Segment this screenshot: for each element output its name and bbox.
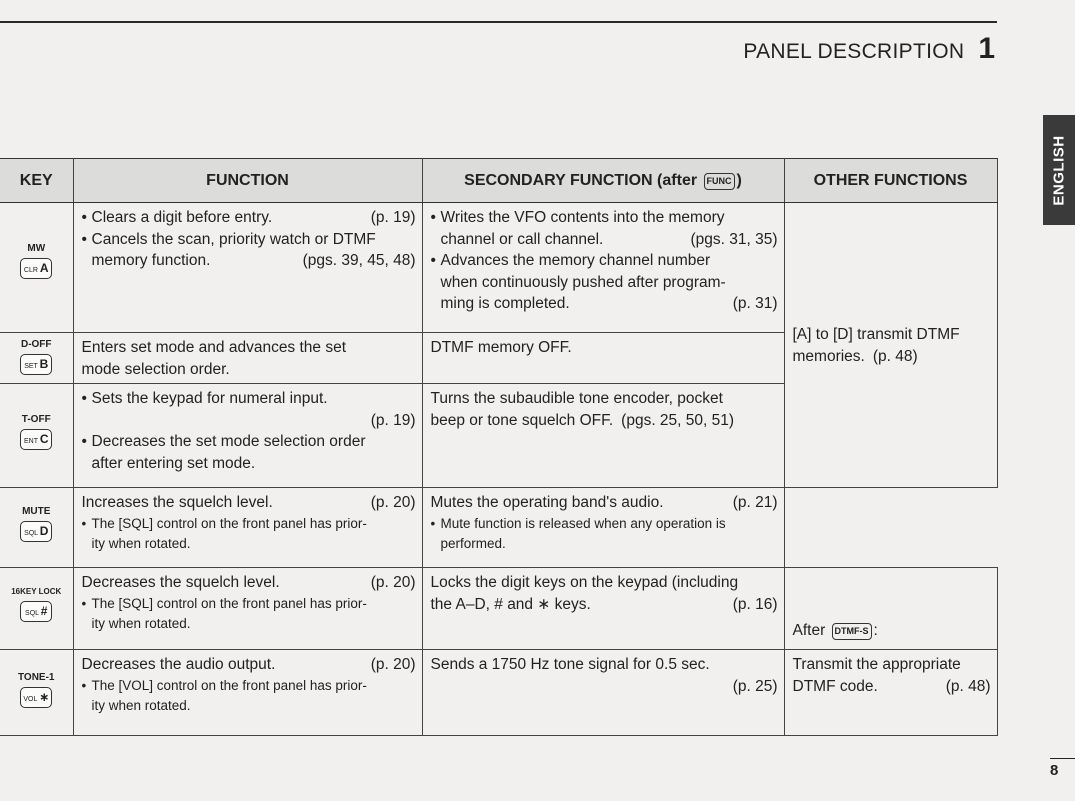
key-label: 16KEY LOCK (11, 587, 62, 596)
note-text: Mute function is released when any operation is (440, 515, 726, 531)
page-ref: (p. 16) (732, 595, 778, 613)
secondary-text: DTMF memory OFF. (430, 339, 572, 356)
key-cell (0, 568, 73, 650)
dtmf-s-key-icon: DTMF-S (832, 623, 872, 640)
other-text: memories. (792, 347, 865, 365)
function-cell: Increases the squelch level. (p. 20) • The [SQL] control on the front panel has prior- ity when rotated. (73, 488, 422, 568)
function-text: Decreases the set mode selection order (91, 433, 366, 450)
secondary-text: beep or tone squelch OFF. (430, 411, 614, 429)
table-row (0, 488, 997, 568)
page-ref: (pgs. 25, 50, 51) (621, 411, 735, 429)
function-cell: Decreases the squelch level. (p. 20) • The [SQL] control on the front panel has prior- ity when rotated. (73, 568, 422, 650)
key-cell (0, 650, 73, 736)
note-text: ity when rotated. (91, 615, 191, 631)
func-key-icon: FUNC (704, 173, 735, 190)
key-char: A (39, 261, 49, 275)
key-b-icon (20, 354, 52, 375)
page-ref: (p. 19) (370, 209, 416, 226)
note-text: The [SQL] control on the front panel has prior- (91, 515, 367, 531)
page-title: PANEL DESCRIPTION (743, 40, 965, 63)
secondary-text: Writes the VFO contents into the memory (440, 209, 725, 226)
key-label: T-OFF (21, 414, 51, 425)
secondary-text: when continuously pushed after program- (440, 273, 726, 291)
key-cell (0, 384, 73, 488)
secondary-text: the A–D, # and ∗ keys. (430, 595, 591, 613)
key-label: TONE-1 (18, 672, 55, 683)
secondary-text: Sends a 1750 Hz tone signal for 0.5 sec. (430, 656, 710, 673)
key-cell (0, 488, 73, 568)
note-text: ity when rotated. (91, 697, 191, 713)
key-label: MUTE (22, 506, 51, 517)
key-cell (0, 203, 73, 333)
key-char: B (39, 357, 49, 371)
key-label: D-OFF (20, 339, 52, 350)
language-tab-label: ENGLISH (1050, 134, 1068, 206)
secondary-text: Mutes the operating band's audio. (430, 494, 664, 511)
other-functions-cell-2a (784, 568, 997, 650)
page-number: 8 (1050, 758, 1075, 779)
page-ref: (p. 25) (732, 677, 778, 695)
note-text: performed. (440, 535, 506, 551)
secondary-text: Turns the subaudible tone encoder, pocket (430, 390, 723, 407)
key-sub-label: CLR (23, 267, 38, 274)
other-functions-cell (784, 203, 997, 488)
function-cell: Decreases the audio output. (p. 20) • The [VOL] control on the front panel has prior- ity when rotated. (73, 650, 422, 736)
key-label: MW (27, 243, 46, 254)
table-header-row (0, 159, 997, 203)
page-ref: (p. 48) (872, 347, 918, 365)
function-text: Increases the squelch level. (81, 494, 273, 511)
secondary-cell (422, 333, 784, 384)
page-ref: (p. 20) (370, 574, 416, 591)
key-sub-label: SQL (25, 610, 39, 617)
header-function: FUNCTION (73, 159, 422, 203)
note-text: The [SQL] control on the front panel has prior- (91, 595, 367, 611)
header-secondary (422, 159, 784, 203)
function-cell: • Clears a digit before entry. (p. 19) • Cancels the scan, priority watch or DTMF memory function. (pgs. 39, 45, 48) (73, 203, 422, 333)
top-rule (0, 21, 997, 23)
chapter-number: 1 (978, 32, 995, 65)
secondary-cell (422, 568, 784, 650)
table-row (0, 650, 997, 736)
function-text: after entering set mode. (91, 454, 256, 472)
secondary-text: channel or call channel. (440, 230, 604, 248)
key-sub-label: VOL (23, 696, 38, 703)
note-text: The [VOL] control on the front panel has prior- (91, 677, 367, 693)
key-cell (0, 333, 73, 384)
page-header (743, 32, 995, 66)
page-ref: (p. 20) (370, 656, 416, 673)
function-cell: • Sets the keypad for numeral input. (p. 19) • Decreases the set mode selection order after entering set mode. (73, 384, 422, 488)
secondary-cell: • Writes the VFO contents into the memory channel or call channel. (pgs. 31, 35) • Advances the memory channel number when continuously pushed after program- ming is completed. (p. 31) (422, 203, 784, 333)
key-star-icon (20, 687, 52, 708)
function-text: Enters set mode and advances the set (81, 339, 347, 356)
secondary-cell (422, 384, 784, 488)
secondary-cell (422, 650, 784, 736)
other-text: [A] to [D] transmit DTMF (792, 326, 960, 343)
secondary-cell: Mutes the operating band's audio. (p. 21) • Mute function is released when any operation is performed. (422, 488, 784, 568)
note-text: ity when rotated. (91, 535, 191, 551)
key-c-icon (20, 429, 52, 450)
function-cell (73, 333, 422, 384)
header-other: OTHER FUNCTIONS (784, 159, 997, 203)
page-ref: (pgs. 39, 45, 48) (302, 252, 416, 269)
key-char: C (39, 432, 49, 446)
other-text: Transmit the appropriate (792, 656, 961, 673)
key-sub-label: SET (24, 363, 38, 370)
page-ref: (p. 19) (370, 411, 416, 429)
secondary-text: Locks the digit keys on the keypad (including (430, 574, 739, 591)
key-sub-label: ENT (24, 438, 38, 445)
page-ref: (p. 20) (370, 494, 416, 511)
page-ref: (p. 48) (945, 677, 991, 695)
function-text: Cancels the scan, priority watch or DTMF (91, 230, 376, 248)
function-text: mode selection order. (81, 360, 230, 378)
header-key: KEY (0, 159, 73, 203)
other-text: DTMF code. (792, 677, 878, 695)
language-tab (1043, 115, 1075, 225)
key-hash-icon (20, 601, 52, 622)
secondary-text: ming is completed. (440, 295, 570, 312)
key-sub-label: SQL (24, 530, 38, 537)
function-text: Decreases the squelch level. (81, 574, 280, 591)
other-text: : (873, 621, 878, 639)
other-functions-cell-2b (784, 650, 997, 736)
other-text: After (792, 621, 826, 639)
function-text: memory function. (91, 252, 211, 269)
key-function-table (0, 158, 998, 736)
key-char: # (40, 604, 48, 618)
header-secondary-close: ) (736, 171, 742, 189)
function-text: Decreases the audio output. (81, 656, 276, 673)
page-ref: (pgs. 31, 35) (690, 230, 778, 248)
function-text: Sets the keypad for numeral input. (91, 390, 328, 407)
page-ref: (p. 31) (732, 295, 778, 312)
secondary-text: Advances the memory channel number (440, 252, 711, 269)
function-text: Clears a digit before entry. (91, 209, 273, 226)
key-a-icon (20, 258, 52, 279)
key-char: D (39, 524, 49, 538)
header-secondary-text: SECONDARY FUNCTION (after (464, 171, 698, 189)
key-d-icon (20, 521, 52, 542)
table-row (0, 203, 997, 333)
key-char: ∗ (39, 690, 50, 704)
table-row (0, 568, 997, 650)
page-ref: (p. 21) (732, 494, 778, 511)
